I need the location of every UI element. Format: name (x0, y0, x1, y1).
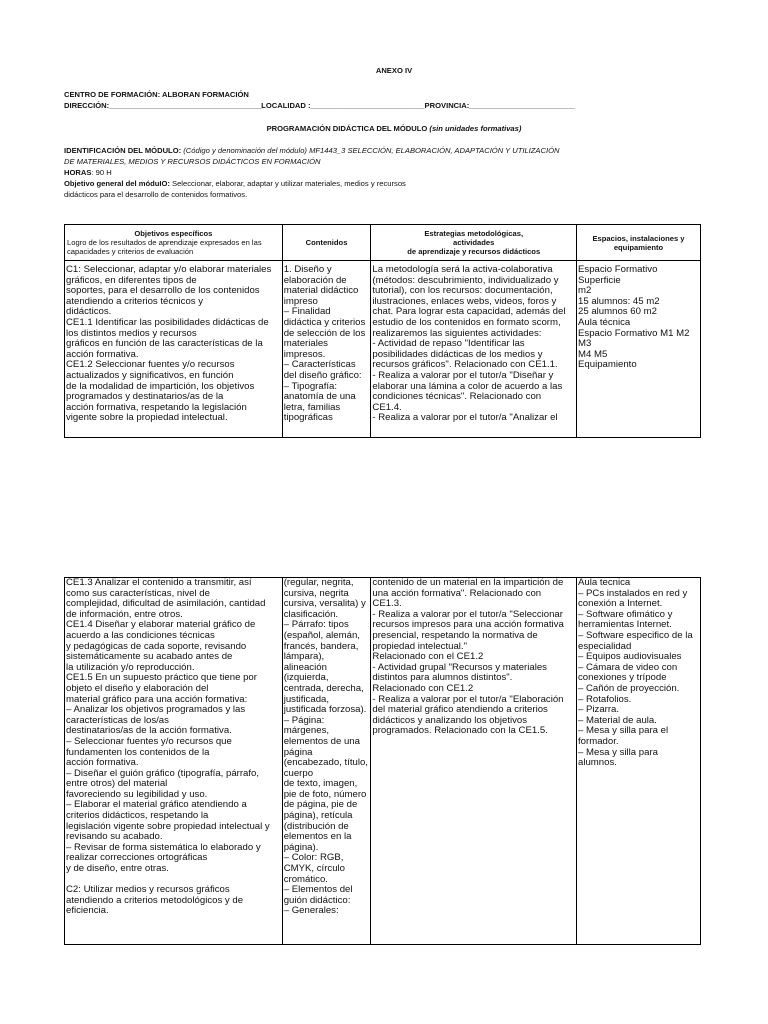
table-row (65, 578, 701, 945)
header-objetivos-sub: Logro de los resultados de aprendizaje expresados en las capacidades y criterios de evaluación (67, 238, 262, 256)
cell-objetivos: CE1.3 Analizar el contenido a transmitir, así como sus características, nivel de complejidad, dificultad de asimilación, cantidad de información, entre otros. CE1.4 Diseñar y elaborar material gráfico de acuerdo a las condiciones técnicas y pedagógicas de cada soporte, revisando sistemáticamente su acabado antes de la utilización y/o reproducción. CE1.5 En un supuesto práctico que tiene por objeto el diseño y elaboración del material gráfico para una acción formativa: – Analizar los objetivos programados y las características de los/as destinatarios/as de la acción formativa. – Seleccionar fuentes y/o recursos que fundamenten los contenidos de la acción formativa. – Diseñar el guión gráfico (tipografía, párrafo, entre otros) del material favoreciendo su legibilidad y uso. – Elaborar el material gráfico atendiendo a criterios didácticos, respetando la legislación vigente sobre propiedad intelectual y revisando su acabado. – Revisar de forma sistemática lo elaborado y realizar correcciones ortográficas y de diseño, entre otras. C2: Utilizar medios y recursos gráficos atendiendo a criterios metodológicos y de eficiencia. (65, 578, 283, 945)
annex-title: ANEXO IV (375, 66, 413, 75)
objetivo-general-line-1 (64, 179, 724, 189)
header-espacios: Espacios, instalaciones y equipamiento (577, 225, 701, 261)
horas-value: : 90 H (91, 168, 112, 177)
table-row (65, 261, 701, 438)
header-estrategias-line-3: de aprendizaje y recursos didácticos (407, 247, 541, 256)
programacion-table-part-1 (64, 224, 701, 438)
cell-contenidos: 1. Diseño y elaboración de material didáctico impreso – Finalidad didáctica y criterios de selección de los materiales impresos. – Características del diseño gráfico: – Tipografía: anatomía de una letra, familias tipográficas (282, 261, 371, 438)
centro-line: CENTRO DE FORMACIÓN: ALBORAN FORMACIÓN (64, 90, 249, 99)
programacion-title-note: (sin unidades formativas) (429, 124, 522, 133)
header-estrategias (371, 225, 577, 261)
direccion-line: DIRECCIÓN:____________________________________LOCALIDAD :___________________________PROVINCIA:_________________________ (64, 101, 575, 110)
identificacion-value-2: DE MATERIALES, MEDIOS Y RECURSOS DIDÁCTICOS EN FORMACIÓN (64, 157, 321, 166)
header-contenidos: Contenidos (282, 225, 371, 261)
cell-estrategias: contenido de un material en la impartición de una acción formativa". Relacionado con CE1.3. - Realiza a valorar por el tutor/a "Seleccionar recursos impresos para una acción formativa presencial, respetando la normativa de propiedad intelectual." Relacionado con el CE1.2 - Actividad grupal "Recursos y materiales distintos para alumnos distintos". Relacionado con CE1.2 - Realiza a valorar por el tutor/a "Elaboración del material gráfico atendiendo a criterios didácticos y analizando los objetivos programados. Relacionado con la CE1.5. (371, 578, 577, 945)
header-estrategias-line-1: Estrategias metodológicas, (424, 229, 524, 238)
identificacion-value-1: MF1443_3 SELECCIÓN, ELABORACIÓN, ADAPTACIÓN Y UTILIZACIÓN (309, 146, 560, 155)
objetivo-general-label: Objetivo general del móduIO: (64, 179, 170, 188)
cell-objetivos: C1: Seleccionar, adaptar y/o elaborar materiales gráficos, en diferentes tipos de soportes, para el desarrollo de los contenidos atendiendo a criterios técnicos y didácticos. CE1.1 Identificar las posibilidades didácticas de los distintos medios y recursos gráficos en función de las características de la acción formativa. CE1.2 Seleccionar fuentes y/o recursos actualizados y significativos, en función de la modalidad de impartición, los objetivos programados y destinatarios/as de la acción formativa, respetando la legislación vigente sobre la propiedad intelectual. (65, 261, 283, 438)
cell-estrategias: La metodología será la activa-colaborativa (métodos: descubrimiento, individualizado y tutorial), con los recursos: documentación, ilustraciones, enlaces webs, videos, foros y chat. Para lograr esta capacidad, además del estudio de los contenidos en formato scorm, realizaremos las siguientes actividades: - Actividad de repaso "Identificar las posibilidades didácticas de los medios y recursos gráficos". Relacionado con CE1.1. - Realiza a valorar por el tutor/a "Diseñar y elaborar una lámina a color de acuerdo a las condiciones técnicas". Relacionado con CE1.4. - Realiza a valorar por el tutor/a "Analizar el (371, 261, 577, 438)
objetivo-general-value-1: Seleccionar, elaborar, adaptar y utilizar materiales, medios y recursos (169, 179, 406, 188)
header-estrategias-line-2: actividades (453, 238, 495, 247)
horas-label: HORAS (64, 168, 92, 177)
identificacion-line-1 (64, 146, 724, 156)
programacion-title (64, 124, 724, 134)
cell-espacios: Aula tecnica – PCs instalados en red y conexión a Internet. – Software ofimático y herramientas Internet. – Software especifico de la especialidad – Equipos audiovisuales – Cámara de video con conexiones y trípode – Cañón de proyección. – Rotafolios. – Pizarra. – Material de aula. – Mesa y silla para el formador. – Mesa y silla para alumnos. (577, 578, 701, 945)
header-objetivos-title: Objetivos específicos (134, 229, 213, 238)
objetivo-general-value-2: didácticos para el desarrollo de contenidos formativos. (64, 190, 248, 199)
cell-contenidos: (regular, negrita, cursiva, negrita cursiva, versalita) y clasificación. – Párrafo: tipos (español, alemán, francés, bandera, lámpara), alineación (izquierda, centrada, derecha, justificada, justificada forzosa). – Página: márgenes, elementos de una página (encabezado, título, cuerpo de texto, imagen, pie de foto, número de página, pie de página), retícula (distribución de elementos en la página). – Color: RGB, CMYK, círculo cromático. – Elementos del guión didáctico: – Generales: (282, 578, 371, 945)
programacion-table-part-2 (64, 577, 701, 945)
cell-espacios: Espacio Formativo Superficie m2 15 alumnos: 45 m2 25 alumnos 60 m2 Aula técnica Espacio Formativo M1 M2 M3 M4 M5 Equipamiento (577, 261, 701, 438)
identificacion-label: IDENTIFICACIÓN DEL MÓDULO: (64, 146, 182, 155)
header-objetivos (65, 225, 283, 261)
table-header-row (65, 225, 701, 261)
programacion-title-text: PROGRAMACIÓN DIDÁCTICA DEL MÓDULO (266, 124, 428, 133)
identificacion-note: (Código y denominación del módulo) (183, 146, 307, 155)
horas-line (64, 168, 724, 178)
